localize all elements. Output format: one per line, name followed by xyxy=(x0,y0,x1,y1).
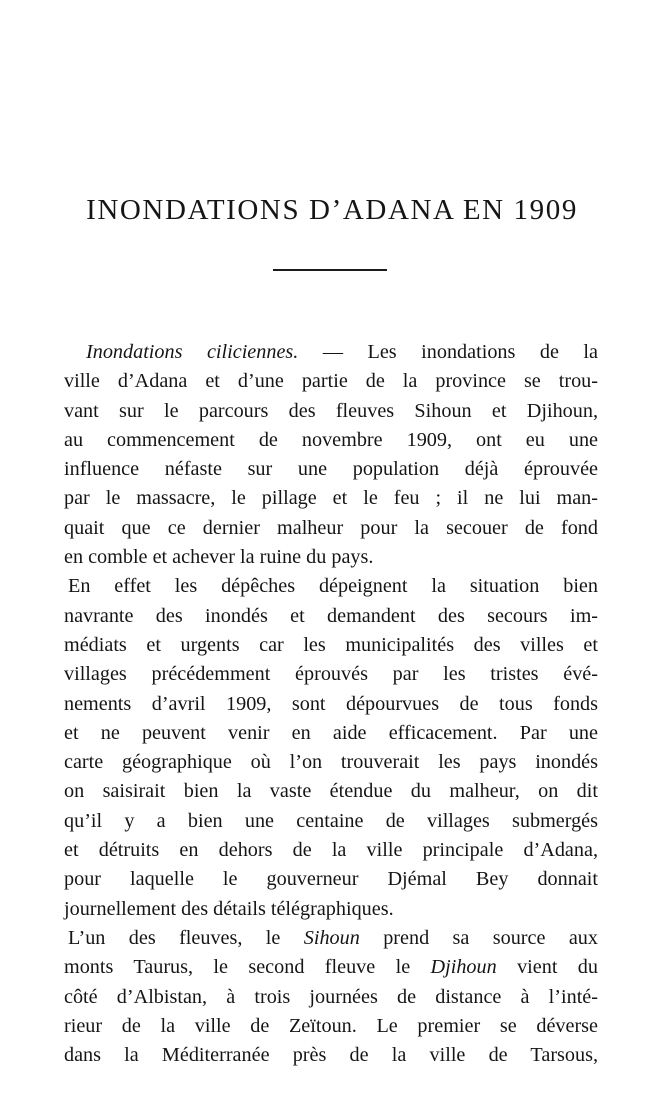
text-line: au commencement de novembre 1909, ont eu une xyxy=(64,428,598,451)
text-line: et détruits en dehors de la ville principale d’Adana, xyxy=(64,839,598,862)
text-line: et ne peuvent venir en aide efficacement. Par une xyxy=(64,721,598,744)
text-line: rieur de la ville de Zeïtoun. Le premier se déverse xyxy=(64,1014,598,1037)
text-line: influence néfaste sur une population déjà éprouvée xyxy=(64,458,598,481)
italic-run: Inondations ciliciennes. xyxy=(86,341,299,363)
text-line: En effet les dépêches dépeignent la situation bien xyxy=(68,575,598,598)
text-line: qu’il y a bien une centaine de villages submergés xyxy=(64,809,598,832)
text-line: dans la Méditerranée près de la ville de Tarsous, xyxy=(64,1044,598,1067)
title-divider xyxy=(273,269,387,271)
text-line: nements d’avril 1909, sont dépourvues de tous fonds xyxy=(64,692,598,715)
text-line: ville d’Adana et d’une partie de la province se trou- xyxy=(64,370,598,393)
italic-run: Sihoun xyxy=(303,926,360,949)
chapter-title: INONDATIONS D’ADANA EN 1909 xyxy=(86,194,578,226)
text-line: on saisirait bien la vaste étendue du malheur, on dit xyxy=(64,780,598,803)
text-line: par le massacre, le pillage et le feu ; il ne lui man- xyxy=(64,487,598,510)
body-text xyxy=(64,338,598,1070)
text-line: villages précédemment éprouvés par les tristes évé- xyxy=(64,663,598,686)
text-line: L’un des fleuves, le Sihoun prend sa source aux xyxy=(68,926,598,949)
text-line: pour laquelle le gouverneur Djémal Bey donnait xyxy=(64,868,598,891)
text-line: en comble et achever la ruine du pays. xyxy=(64,546,374,569)
text-line: médiats et urgents car les municipalités des villes et xyxy=(64,633,598,656)
text-line: Inondations ciliciennes. — Les inondations de la xyxy=(86,341,598,363)
italic-run: Djihoun xyxy=(430,956,497,979)
text-line: carte géographique où l’on trouverait les pays inondés xyxy=(64,751,598,774)
text-line: côté d’Albistan, à trois journées de distance à l’inté- xyxy=(64,985,598,1008)
text-line: navrante des inondés et demandent des secours im- xyxy=(64,604,598,627)
text-line: monts Taurus, le second fleuve le Djihoun vient du xyxy=(64,956,598,979)
text-line: journellement des détails télégraphiques. xyxy=(64,897,394,920)
text-line: quait que ce dernier malheur pour la secouer de fond xyxy=(64,516,598,539)
text-line: vant sur le parcours des fleuves Sihoun et Djihoun, xyxy=(64,399,598,422)
